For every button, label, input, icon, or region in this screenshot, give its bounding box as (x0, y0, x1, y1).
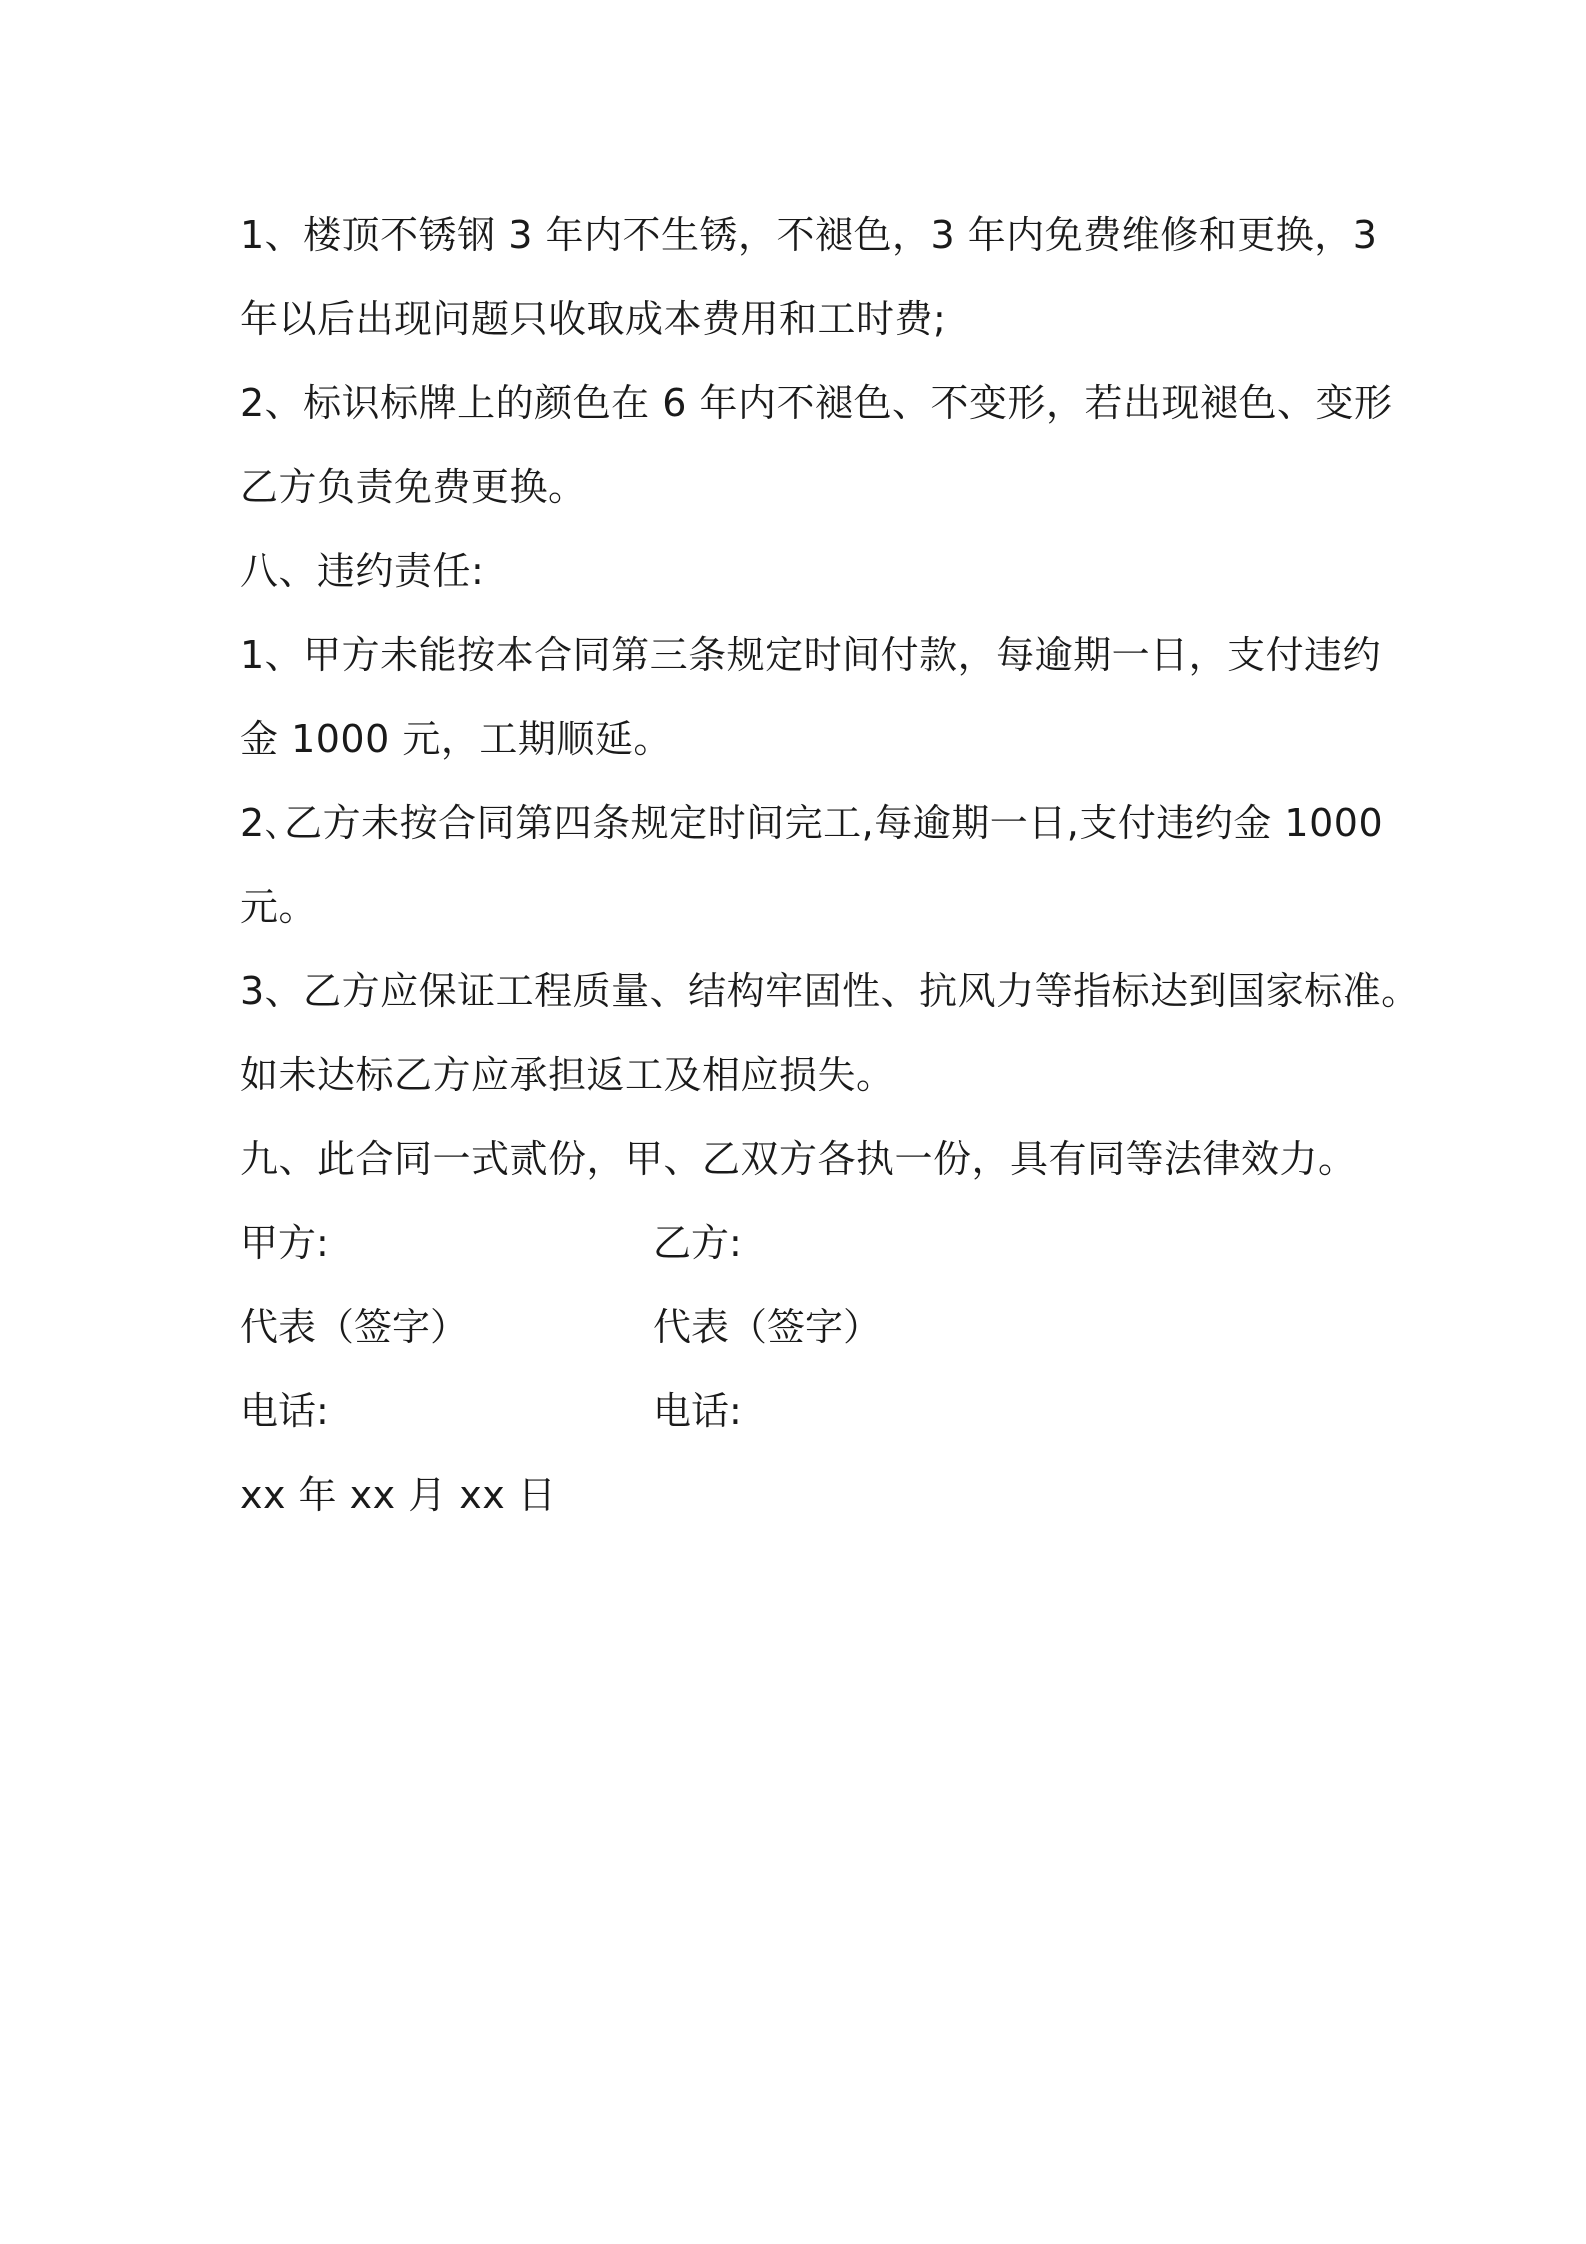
clause-2-line-1: 2、标识标牌上的颜色在 6 年内不褪色、不变形，若出现褪色、变形 (240, 381, 1393, 425)
breach-1-line-1: 1、甲方未能按本合同第三条规定时间付款，每逾期一日，支付违约 (240, 633, 1382, 677)
section-heading-breach: 八、违约责任: (240, 549, 485, 593)
breach-2-line-1: 2､乙方未按合同第四条规定时间完工,每逾期一日,支付违约金 1000 (240, 801, 1384, 845)
breach-2-line-2: 元。 (240, 885, 318, 929)
breach-3-line-1: 3、乙方应保证工程质量、结构牢固性、抗风力等指标达到国家标准。 (240, 969, 1420, 1013)
clause-1-line-2: 年以后出现问题只收取成本费用和工时费; (240, 297, 947, 341)
party-a-label: 甲方: (240, 1221, 329, 1265)
document-body (240, 193, 1420, 1537)
rep-b-label: 代表（签字） (653, 1305, 882, 1349)
phone-b-label: 电话: (653, 1389, 742, 1433)
section-copies: 九、此合同一式贰份，甲、乙双方各执一份，具有同等法律效力。 (240, 1137, 1357, 1181)
clause-1-line-1: 1、楼顶不锈钢 3 年内不生锈，不褪色，3 年内免费维修和更换，3 (240, 213, 1378, 257)
signature-party-row (240, 1201, 1370, 1285)
party-b-label: 乙方: (653, 1221, 742, 1265)
rep-a-label: 代表（签字） (240, 1305, 469, 1349)
date-line: xx 年 xx 月 xx 日 (240, 1473, 557, 1517)
clause-2-line-2: 乙方负责免费更换。 (240, 465, 587, 509)
signature-phone-row (240, 1369, 1370, 1453)
breach-1-line-2: 金 1000 元，工期顺延。 (240, 717, 672, 761)
phone-a-label: 电话: (240, 1389, 329, 1433)
breach-3-line-2: 如未达标乙方应承担返工及相应损失。 (240, 1053, 895, 1097)
signature-rep-row (240, 1285, 1370, 1369)
